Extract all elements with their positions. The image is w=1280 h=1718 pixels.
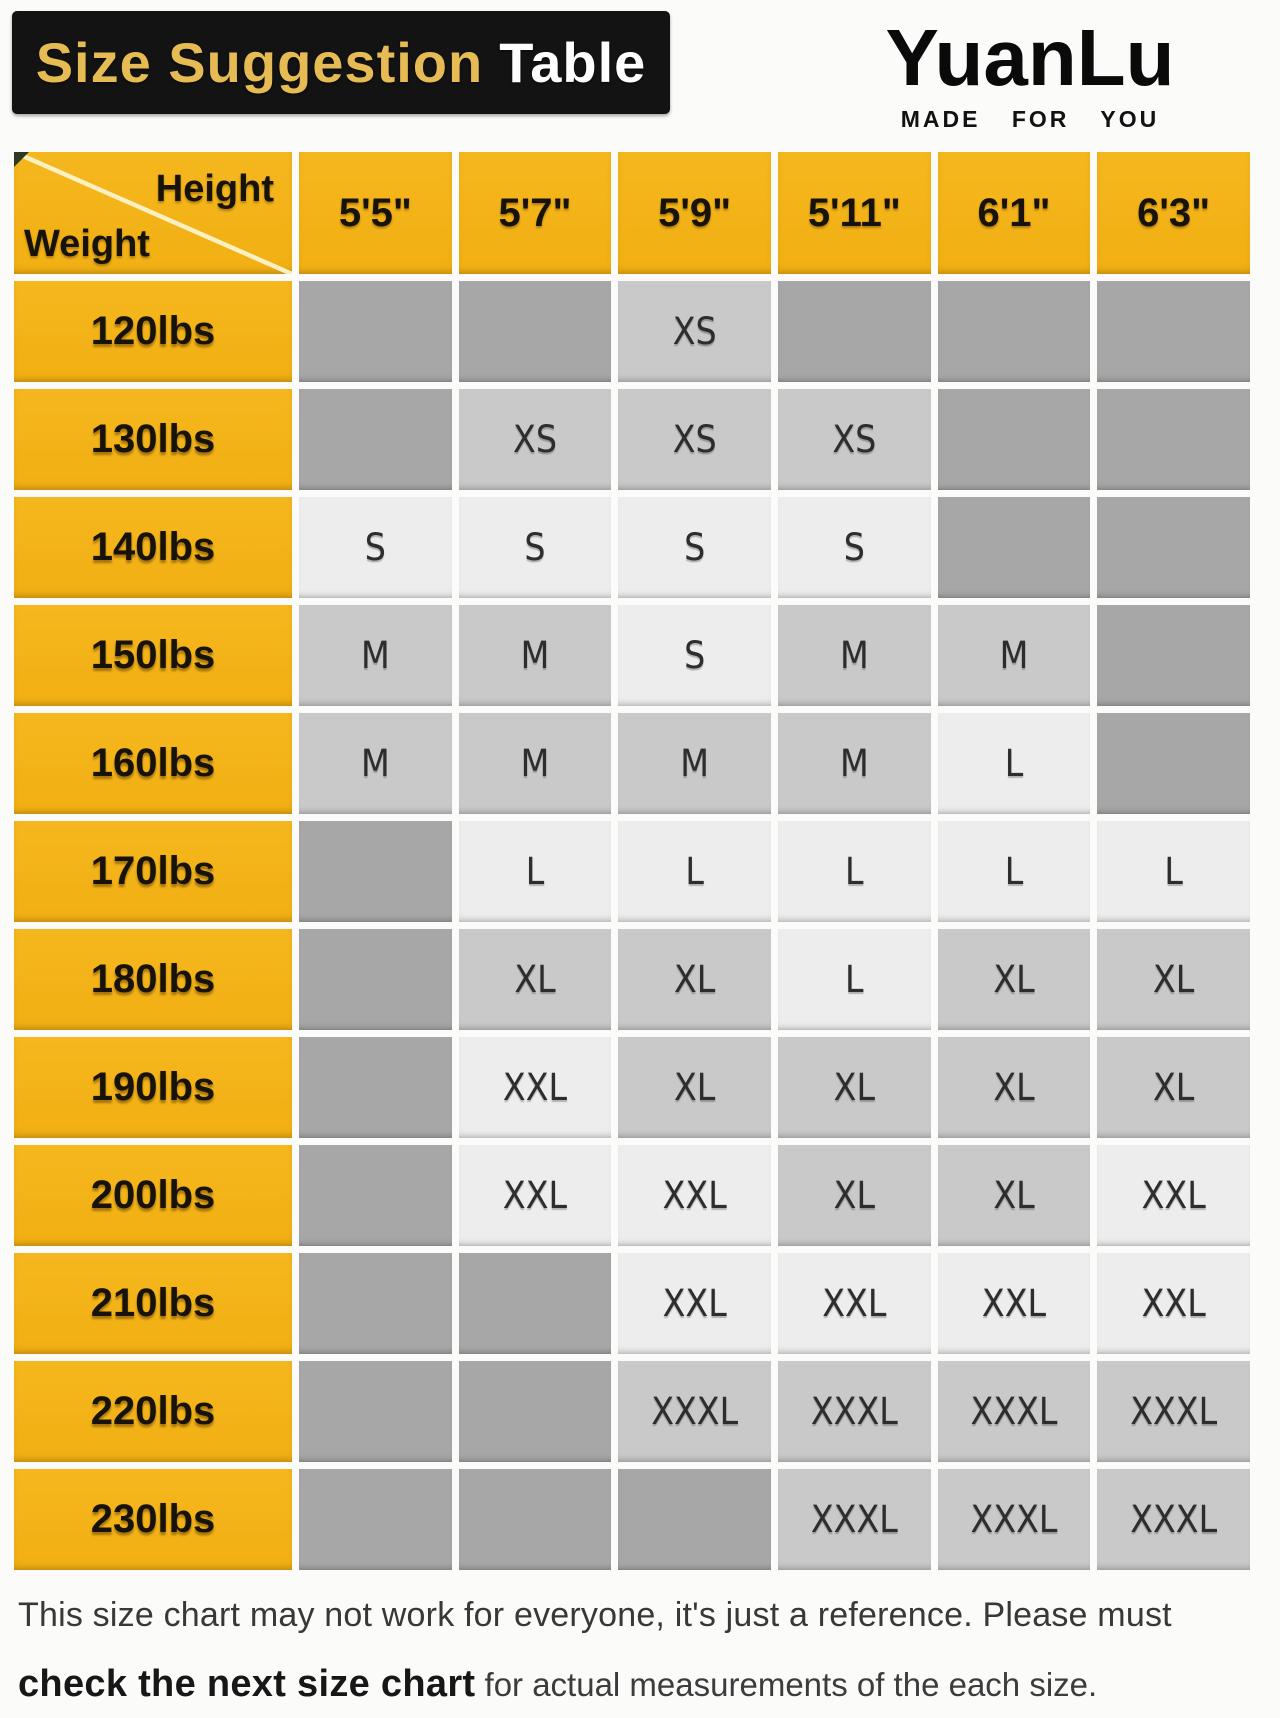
- weight-header-cell: 150lbs: [14, 605, 292, 706]
- size-cell: XL: [1097, 1037, 1250, 1138]
- size-cell: M: [459, 713, 612, 814]
- size-cell: L: [938, 713, 1091, 814]
- size-cell: S: [778, 497, 931, 598]
- size-cell: XXL: [459, 1145, 612, 1246]
- weight-header-cell: 180lbs: [14, 929, 292, 1030]
- size-cell: XXL: [778, 1253, 931, 1354]
- empty-size-cell: [618, 1469, 771, 1570]
- size-cell: XL: [618, 929, 771, 1030]
- size-cell: S: [459, 497, 612, 598]
- size-cell: L: [459, 821, 612, 922]
- height-header-cell: 5'7": [459, 152, 612, 274]
- size-cell: XXXL: [938, 1361, 1091, 1462]
- size-cell: M: [618, 713, 771, 814]
- weight-header-cell: 190lbs: [14, 1037, 292, 1138]
- size-cell: XXXL: [1097, 1361, 1250, 1462]
- size-cell: XL: [938, 1145, 1091, 1246]
- brand-logo: YuanLu: [885, 13, 1175, 102]
- height-header-cell: 5'5": [299, 152, 452, 274]
- empty-size-cell: [299, 389, 452, 490]
- brand-tagline: MADE FOR YOU: [900, 106, 1160, 132]
- empty-size-cell: [1097, 497, 1250, 598]
- size-cell: XXL: [618, 1253, 771, 1354]
- size-suggestion-table: [14, 152, 1250, 1570]
- empty-size-cell: [1097, 713, 1250, 814]
- empty-size-cell: [299, 1037, 452, 1138]
- size-cell: XXL: [1097, 1253, 1250, 1354]
- size-cell: XXXL: [938, 1469, 1091, 1570]
- weight-header-cell: 170lbs: [14, 821, 292, 922]
- empty-size-cell: [299, 821, 452, 922]
- size-cell: XS: [459, 389, 612, 490]
- empty-size-cell: [1097, 605, 1250, 706]
- size-cell: M: [459, 605, 612, 706]
- footer-line-2-bold: check the next size chart: [18, 1663, 476, 1705]
- size-cell: XL: [938, 929, 1091, 1030]
- size-cell: XXXL: [618, 1361, 771, 1462]
- empty-size-cell: [459, 1361, 612, 1462]
- height-header-cell: 6'3": [1097, 152, 1250, 274]
- size-cell: XXL: [459, 1037, 612, 1138]
- size-cell: XS: [778, 389, 931, 490]
- empty-size-cell: [459, 1253, 612, 1354]
- footer-line-2: [18, 1663, 1262, 1706]
- weight-header-cell: 230lbs: [14, 1469, 292, 1570]
- size-cell: XL: [778, 1145, 931, 1246]
- empty-size-cell: [299, 929, 452, 1030]
- size-cell: M: [299, 713, 452, 814]
- size-cell: XL: [618, 1037, 771, 1138]
- size-cell: M: [778, 713, 931, 814]
- empty-size-cell: [938, 281, 1091, 382]
- size-cell: S: [299, 497, 452, 598]
- empty-size-cell: [299, 1145, 452, 1246]
- empty-size-cell: [778, 281, 931, 382]
- corner-weight-label: Weight: [24, 223, 150, 265]
- size-cell: XL: [938, 1037, 1091, 1138]
- weight-header-cell: 200lbs: [14, 1145, 292, 1246]
- empty-size-cell: [459, 1469, 612, 1570]
- size-cell: XXL: [618, 1145, 771, 1246]
- height-header-cell: 6'1": [938, 152, 1091, 274]
- size-cell: L: [938, 821, 1091, 922]
- page-title-rest: Table: [499, 31, 647, 94]
- size-cell: L: [778, 929, 931, 1030]
- size-cell: M: [938, 605, 1091, 706]
- size-cell: S: [618, 605, 771, 706]
- empty-size-cell: [1097, 389, 1250, 490]
- size-cell: XL: [778, 1037, 931, 1138]
- size-cell: L: [1097, 821, 1250, 922]
- footer-line-1: This size chart may not work for everyone, it's just a reference. Please must: [18, 1596, 1172, 1634]
- empty-size-cell: [938, 497, 1091, 598]
- size-cell: XXXL: [1097, 1469, 1250, 1570]
- weight-header-cell: 220lbs: [14, 1361, 292, 1462]
- height-header-cell: 5'9": [618, 152, 771, 274]
- size-cell: L: [778, 821, 931, 922]
- empty-size-cell: [299, 1469, 452, 1570]
- brand-block: [800, 13, 1260, 133]
- size-cell: XS: [618, 281, 771, 382]
- size-cell: XS: [618, 389, 771, 490]
- empty-size-cell: [299, 281, 452, 382]
- empty-size-cell: [459, 281, 612, 382]
- size-cell: XXXL: [778, 1361, 931, 1462]
- empty-size-cell: [938, 389, 1091, 490]
- size-cell: XXL: [1097, 1145, 1250, 1246]
- table-corner-cell: [14, 152, 292, 274]
- corner-notch: [14, 152, 29, 167]
- size-cell: XL: [459, 929, 612, 1030]
- corner-height-label: Height: [155, 168, 274, 210]
- weight-header-cell: 210lbs: [14, 1253, 292, 1354]
- size-cell: XXXL: [778, 1469, 931, 1570]
- size-cell: M: [778, 605, 931, 706]
- weight-header-cell: 140lbs: [14, 497, 292, 598]
- empty-size-cell: [299, 1253, 452, 1354]
- size-cell: XXL: [938, 1253, 1091, 1354]
- weight-header-cell: 130lbs: [14, 389, 292, 490]
- size-cell: M: [299, 605, 452, 706]
- empty-size-cell: [1097, 281, 1250, 382]
- size-cell: S: [618, 497, 771, 598]
- top-bar: [0, 0, 1280, 150]
- page-title-highlight: Size Suggestion: [35, 31, 484, 94]
- weight-header-cell: 120lbs: [14, 281, 292, 382]
- size-cell: L: [618, 821, 771, 922]
- height-header-cell: 5'11": [778, 152, 931, 274]
- size-cell: XL: [1097, 929, 1250, 1030]
- footer-line-2-rest: for actual measurements of the each size.: [475, 1666, 1098, 1703]
- page-title: [12, 11, 670, 114]
- empty-size-cell: [299, 1361, 452, 1462]
- weight-header-cell: 160lbs: [14, 713, 292, 814]
- footer-note: [18, 1596, 1262, 1706]
